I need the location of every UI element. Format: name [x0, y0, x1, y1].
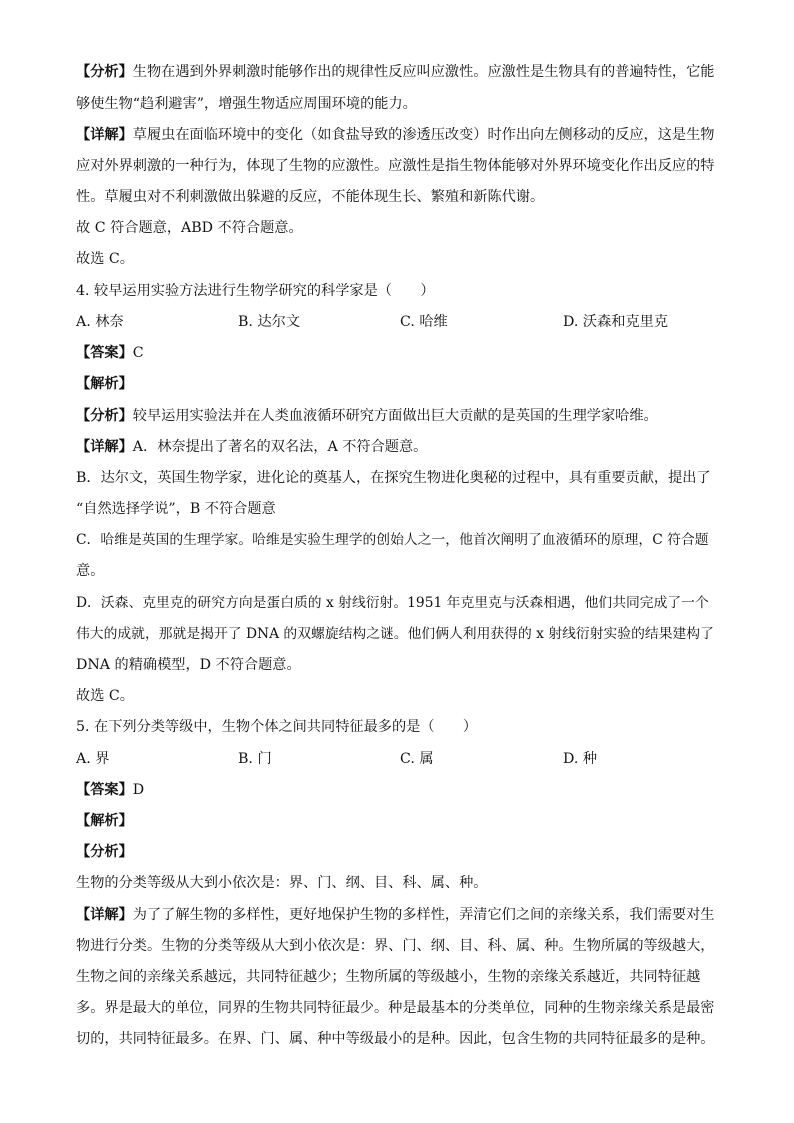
- q4-jiexi-heading: 【解析】: [76, 376, 133, 392]
- q5-option-a: A. 界: [76, 751, 110, 767]
- q5-detail-line-1: 【详解】为了了解生物的多样性，更好地保护生物的多样性，弄清它们之间的亲缘关系，我们需要对生: [76, 907, 715, 923]
- q5-jiexi-heading: 【解析】: [76, 813, 133, 829]
- q5-detail-line-5: 切的，共同特征最多。在界、门、属、种中等级最小的是种。因此，包含生物的共同特征最多的是种。: [76, 1031, 715, 1047]
- q5-detail-line-4: 多。界是最大的单位，同界的生物共同特征最少。种是最基本的分类单位，同种的生物亲缘关系是最密: [76, 1000, 715, 1016]
- q3-analysis-line-2: 够使生物“趋利避害”，增强生物适应周围环境的能力。: [76, 96, 417, 112]
- q5-option-c: C. 属: [400, 751, 434, 767]
- q5-detail-line-2: 物进行分类。生物的分类等级从大到小依次是：界、门、纲、目、科、属、种。生物所属的等级越大，: [76, 938, 715, 954]
- q4-detail-b-line-1: B．达尔文，英国生物学家，进化论的奠基人，在探究生物进化奥秘的过程中，具有重要贡献，提出了: [76, 470, 711, 486]
- q4-option-b: B. 达尔文: [238, 314, 301, 330]
- q5-detail-line-3: 生物之间的亲缘关系越远，共同特征越少；生物所属的等级越小，生物的亲缘关系越近，共同特征越: [76, 969, 701, 985]
- q3-analysis-line-1: 【分析】生物在遇到外界刺激时能够作出的规律性反应叫应激性。应激性是生物具有的普遍特性，它能: [76, 64, 715, 80]
- q4-options: [76, 312, 716, 332]
- q4-detail-b-line-2: “自然选择学说”，B 不符合题意: [76, 501, 276, 517]
- q4-option-a: A. 林奈: [76, 314, 124, 330]
- q3-detail-line-1: 【详解】草履虫在面临环境中的变化（如食盐导致的渗透压改变）时作出向左侧移动的反应，这是生物: [76, 127, 715, 143]
- q5-answer: 【答案】D: [76, 782, 145, 798]
- q3-detail-line-2: 应对外界刺激的一种行为，体现了生物的应激性。应激性是指生物体能够对外界环境变化作出反应的特: [76, 158, 715, 174]
- q4-option-c: C. 哈维: [400, 314, 448, 330]
- q4-detail-d-line-3: DNA 的精确模型，D 不符合题意。: [76, 657, 301, 673]
- q4-stem: 4. 较早运用实验方法进行生物学研究的科学家是（ ）: [76, 283, 435, 299]
- q5-options: [76, 749, 716, 769]
- q4-detail-d-line-1: D．沃森、克里克的研究方向是蛋白质的 x 射线衍射。1951 年克里克与沃森相遇，他们共同完成了一个: [76, 595, 709, 611]
- q5-option-b: B. 门: [238, 751, 272, 767]
- q4-conclusion: 故选 C。: [76, 688, 134, 704]
- analysis-tag: 【分析】: [76, 64, 133, 80]
- q3-detail-line-4: 故 C 符合题意，ABD 不符合题意。: [76, 220, 303, 236]
- q3-conclusion: 故选 C。: [76, 251, 134, 267]
- q5-stem: 5. 在下列分类等级中，生物个体之间共同特征最多的是（ ）: [76, 719, 478, 735]
- q4-detail-d-line-2: 伟大的成就，那就是揭开了 DNA 的双螺旋结构之谜。他们俩人利用获得的 x 射线衍射实验的结果建构了: [76, 626, 714, 642]
- detail-tag: 【详解】: [76, 127, 133, 143]
- q4-detail-c-line-2: 意。: [76, 563, 105, 579]
- q4-analysis: 【分析】较早运用实验法并在人类血液循环研究方面做出巨大贡献的是英国的生理学家哈维。: [76, 408, 658, 424]
- q4-answer: 【答案】C: [76, 345, 144, 361]
- q4-detail-c-line-1: C．哈维是英国的生理学家。哈维是实验生理学的创始人之一，他首次阐明了血液循环的原理，C 符合题: [76, 532, 709, 548]
- q5-option-d: D. 种: [563, 751, 598, 767]
- q4-option-d: D. 沃森和克里克: [563, 314, 669, 330]
- q5-analysis: 生物的分类等级从大到小依次是：界、门、纲、目、科、属、种。: [76, 875, 488, 891]
- q5-analysis-heading: 【分析】: [76, 844, 133, 860]
- q3-detail-line-3: 性。草履虫对不利刺激做出躲避的反应，不能体现生长、繁殖和新陈代谢。: [76, 189, 545, 205]
- q4-detail-a: 【详解】A．林奈提出了著名的双名法，A 不符合题意。: [76, 439, 428, 455]
